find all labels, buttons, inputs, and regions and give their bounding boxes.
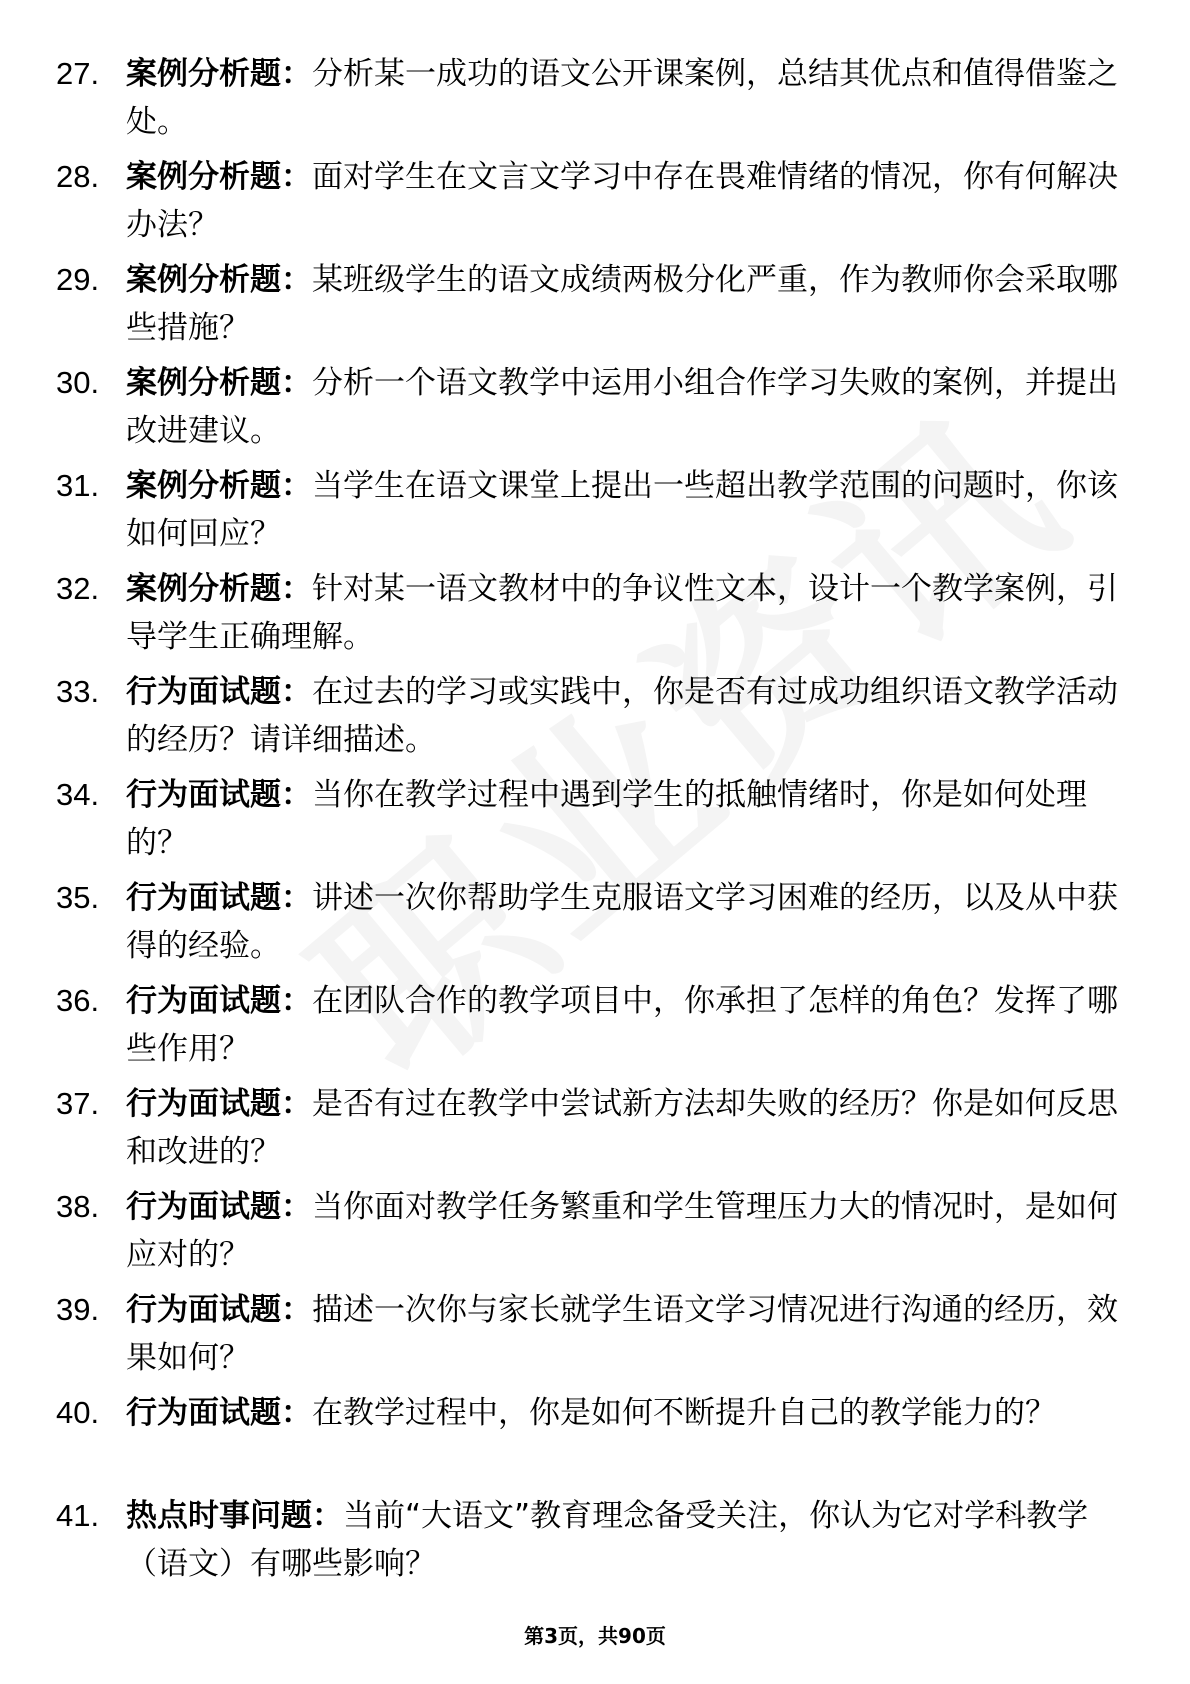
item-category: 行为面试题： [126, 983, 312, 1019]
item-question: 当前“大语文”教育理念备受关注，你认为它对学科教学（语文）有哪些影响？ [126, 1498, 1089, 1582]
list-item [56, 977, 1126, 1080]
item-category: 行为面试题： [126, 777, 312, 813]
item-number: 32. [56, 571, 100, 606]
item-text [126, 668, 1126, 764]
item-text [126, 1080, 1126, 1176]
list-item [56, 565, 1126, 668]
item-category: 行为面试题： [126, 674, 312, 710]
item-number: 37. [56, 1086, 100, 1121]
item-category: 行为面试题： [126, 1292, 312, 1328]
item-number: 28. [56, 159, 100, 194]
item-text [126, 1389, 1126, 1437]
question-list [56, 50, 1126, 1595]
item-text [126, 462, 1126, 558]
list-item [56, 359, 1126, 462]
list-item [56, 1492, 1126, 1595]
item-question: 在团队合作的教学项目中，你承担了怎样的角色？发挥了哪些作用？ [126, 983, 1118, 1067]
list-item [56, 874, 1126, 977]
item-category: 行为面试题： [126, 1086, 312, 1122]
item-text [126, 153, 1126, 249]
page-footer: 第3页，共90页 [524, 1624, 666, 1648]
list-item [56, 50, 1126, 153]
item-text [126, 256, 1126, 352]
list-item [56, 1183, 1126, 1286]
item-number: 38. [56, 1189, 100, 1224]
item-category: 热点时事问题： [126, 1498, 343, 1534]
item-text [126, 874, 1126, 970]
item-question: 某班级学生的语文成绩两极分化严重，作为教师你会采取哪些措施？ [126, 262, 1118, 346]
item-category: 行为面试题： [126, 880, 312, 916]
list-item [56, 771, 1126, 874]
item-question: 当你在教学过程中遇到学生的抵触情绪时，你是如何处理的？ [126, 777, 1087, 861]
item-question: 是否有过在教学中尝试新方法却失败的经历？你是如何反思和改进的？ [126, 1086, 1118, 1170]
item-category: 行为面试题： [126, 1189, 312, 1225]
item-text [126, 1183, 1126, 1279]
item-number: 29. [56, 262, 100, 297]
item-number: 40. [56, 1395, 100, 1430]
list-item [56, 668, 1126, 771]
item-question: 当学生在语文课堂上提出一些超出教学范围的问题时，你该如何回应？ [126, 468, 1118, 552]
item-question: 描述一次你与家长就学生语文学习情况进行沟通的经历，效果如何？ [126, 1292, 1118, 1376]
item-number: 33. [56, 674, 100, 709]
item-category: 案例分析题： [126, 159, 312, 195]
list-item [56, 153, 1126, 256]
item-number: 30. [56, 365, 100, 400]
item-category: 案例分析题： [126, 56, 312, 92]
list-item [56, 256, 1126, 359]
item-question: 在教学过程中，你是如何不断提升自己的教学能力的？ [312, 1395, 1056, 1431]
item-text [126, 359, 1126, 455]
item-number: 36. [56, 983, 100, 1018]
item-text [126, 50, 1126, 146]
item-category: 案例分析题： [126, 468, 312, 504]
item-question: 面对学生在文言文学习中存在畏难情绪的情况，你有何解决办法？ [126, 159, 1118, 243]
item-question: 分析某一成功的语文公开课案例，总结其优点和值得借鉴之处。 [126, 56, 1118, 140]
list-item [56, 462, 1126, 565]
item-text [126, 771, 1126, 867]
item-question: 在过去的学习或实践中，你是否有过成功组织语文教学活动的经历？请详细描述。 [126, 674, 1118, 758]
item-category: 案例分析题： [126, 365, 312, 401]
item-question: 分析一个语文教学中运用小组合作学习失败的案例，并提出改进建议。 [126, 365, 1118, 449]
item-text [126, 1492, 1126, 1588]
item-text [126, 565, 1126, 661]
item-number: 41. [56, 1498, 100, 1533]
list-item [56, 1286, 1126, 1389]
item-question: 当你面对教学任务繁重和学生管理压力大的情况时，是如何应对的？ [126, 1189, 1118, 1273]
list-item [56, 1080, 1126, 1183]
item-text [126, 977, 1126, 1073]
item-category: 案例分析题： [126, 571, 312, 607]
item-question: 讲述一次你帮助学生克服语文学习困难的经历，以及从中获得的经验。 [126, 880, 1118, 964]
item-number: 35. [56, 880, 100, 915]
item-question: 针对某一语文教材中的争议性文本，设计一个教学案例，引导学生正确理解。 [126, 571, 1118, 655]
item-number: 27. [56, 56, 100, 91]
item-text [126, 1286, 1126, 1382]
item-number: 34. [56, 777, 100, 812]
list-item [56, 1389, 1126, 1492]
item-category: 行为面试题： [126, 1395, 312, 1431]
item-number: 31. [56, 468, 100, 503]
item-number: 39. [56, 1292, 100, 1327]
item-category: 案例分析题： [126, 262, 312, 298]
